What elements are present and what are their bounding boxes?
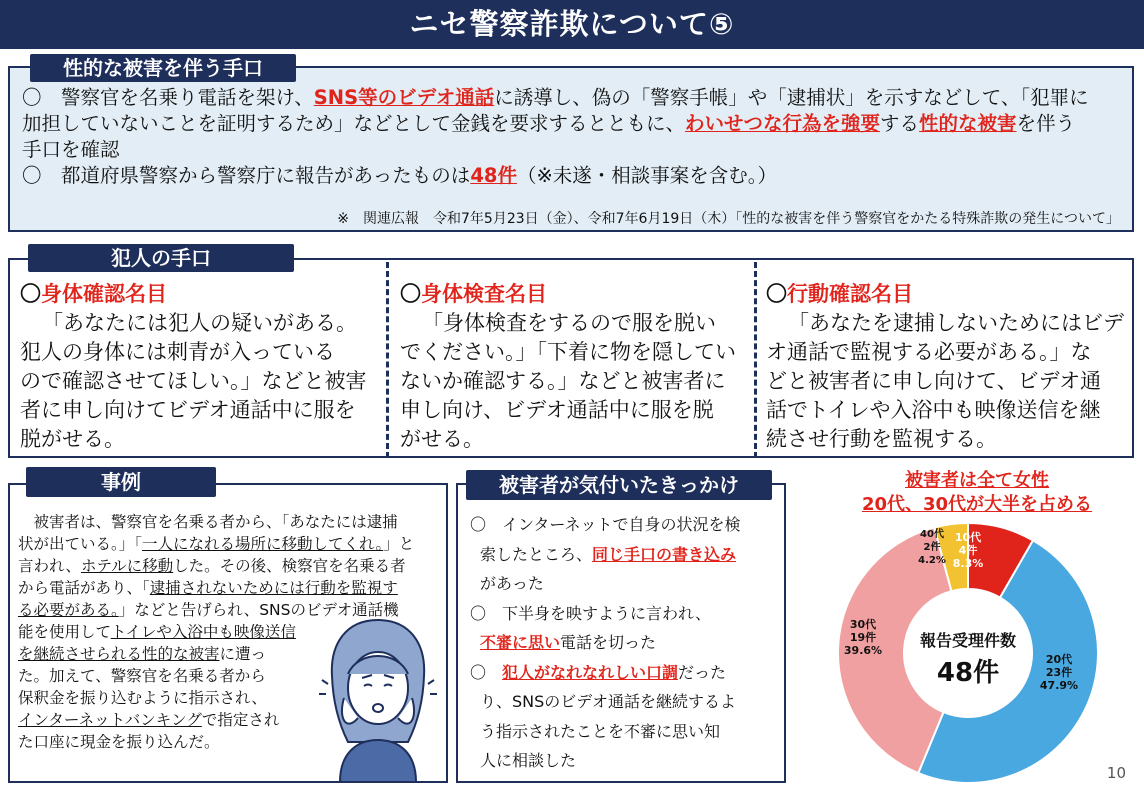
slice-count: 4件 bbox=[958, 544, 978, 557]
trigger-line bbox=[470, 540, 741, 570]
method-text: 脱がせる。 bbox=[20, 427, 125, 451]
worried-woman-illustration bbox=[318, 614, 438, 782]
related-publicity-note: ※ 関連広報 令和7年5月23日（金）、令和7年6月19日（木）「性的な被害を伴う警察官をかたる特殊詐欺の発生について」 bbox=[337, 211, 1120, 227]
trigger-line bbox=[470, 569, 741, 599]
slice-label: 30代 bbox=[849, 618, 877, 631]
body-text: 状が出ている。」「 bbox=[18, 535, 143, 553]
noticing-trigger-text bbox=[470, 510, 741, 776]
underlined-text: を継続させられる性的な被害 bbox=[18, 645, 220, 663]
underlined-text: る必要がある。 bbox=[18, 601, 119, 619]
section1-line2 bbox=[22, 111, 1075, 137]
body-text: から電話があり、「 bbox=[18, 579, 150, 597]
body-text: を伴う bbox=[1016, 112, 1076, 135]
trigger-line bbox=[470, 658, 741, 688]
body-text: 言われ、 bbox=[18, 557, 81, 575]
section1-line3 bbox=[22, 137, 120, 163]
slice-pct: 39.6% bbox=[843, 644, 883, 657]
body-text: 〇 警察官を名乗り電話を架け、 bbox=[22, 86, 314, 109]
trigger-line bbox=[470, 687, 741, 717]
slice-label-40s bbox=[910, 528, 954, 567]
body-text: た。加えて、警察官を名乗る者から bbox=[18, 667, 266, 685]
slice-count: 2件 bbox=[923, 542, 941, 553]
body-text: 索したところ、 bbox=[480, 544, 593, 564]
trigger-line bbox=[470, 746, 741, 776]
center-value: 48件 bbox=[936, 658, 1000, 688]
method-column-body-search bbox=[400, 280, 750, 454]
section1-line4 bbox=[22, 163, 777, 189]
trigger-line bbox=[470, 510, 741, 540]
body-text: があった bbox=[480, 574, 544, 593]
slice-pct: 8.3% bbox=[952, 557, 984, 570]
body-text: に遭っ bbox=[219, 645, 267, 663]
method-text: 犯人の身体には刺青が入っている bbox=[20, 340, 335, 364]
method-text: ないか確認する。」などと被害者に bbox=[400, 369, 726, 393]
case-line bbox=[18, 555, 414, 577]
underlined-text: ホテルに移動 bbox=[80, 557, 174, 575]
body-text: う指示されたことを不審に思い知 bbox=[480, 721, 721, 741]
section4-tag: 被害者が気付いたきっかけ bbox=[466, 470, 772, 500]
method-text: 続させ行動を監視する。 bbox=[766, 427, 997, 451]
body-text: た口座に現金を振り込んだ。 bbox=[18, 733, 220, 751]
column-divider bbox=[386, 262, 389, 458]
method-column-behavior-check bbox=[766, 280, 1130, 454]
chart-title: 被害者は全て女性 bbox=[905, 470, 1049, 491]
body-text: 」と bbox=[383, 535, 415, 553]
circle-mark: 〇 bbox=[400, 282, 421, 306]
sexual-damage-section bbox=[8, 66, 1134, 232]
slice-pct: 4.2% bbox=[918, 555, 946, 566]
body-text: 人に相談した bbox=[480, 751, 577, 770]
underlined-text: インターネットバンキング bbox=[18, 711, 202, 729]
slice-label-20s bbox=[1034, 653, 1084, 692]
highlight-text: わいせつな行為を強要 bbox=[685, 112, 881, 135]
body-text: 」などと告げられ、SNSのビデオ通話機 bbox=[118, 601, 399, 619]
method-text: 申し向け、ビデオ通話中に服を脱 bbox=[400, 398, 714, 422]
underlined-text: 一人になれる場所に移動してくれ。 bbox=[142, 535, 384, 553]
trigger-line bbox=[470, 599, 741, 629]
body-text: する bbox=[880, 112, 920, 135]
body-text: 能を使用して bbox=[18, 623, 111, 641]
underlined-text: トイレや入浴中も映像送信 bbox=[110, 623, 296, 641]
highlight-text: 犯人がなれなれしい口調 bbox=[502, 662, 679, 682]
method-text: ので確認させてほしい。」などと被害 bbox=[20, 369, 367, 393]
body-text: した。その後、検察官を名乗る者 bbox=[173, 557, 406, 575]
section3-tag: 事例 bbox=[26, 467, 216, 497]
highlight-text: 同じ手口の書き込み bbox=[592, 544, 737, 564]
method-text: 「あなたを逮捕しないためにはビデ bbox=[788, 311, 1124, 335]
highlight-text: 不審に思い bbox=[480, 633, 561, 652]
method-text: 「あなたには犯人の疑いがある。 bbox=[42, 311, 357, 335]
method-heading: 身体検査名目 bbox=[421, 282, 547, 306]
body-text: 手口を確認 bbox=[22, 138, 120, 161]
method-column-body-check bbox=[20, 280, 380, 454]
body-text: 〇 bbox=[470, 662, 503, 682]
slice-label: 20代 bbox=[1045, 653, 1073, 666]
slice-count: 23件 bbox=[1045, 666, 1073, 679]
underlined-text: 逮捕されないためには行動を監視す bbox=[149, 579, 398, 597]
column-divider bbox=[754, 262, 757, 458]
body-text: 〇 下半身を映すように言われ、 bbox=[470, 603, 711, 623]
body-text: で指定され bbox=[201, 711, 280, 729]
method-text: 者に申し向けてビデオ通話中に服を bbox=[20, 398, 356, 422]
highlight-text: 48件 bbox=[470, 164, 517, 187]
trigger-line bbox=[470, 628, 741, 658]
circle-mark: 〇 bbox=[20, 282, 41, 306]
method-text: どと被害者に申し向けて、ビデオ通 bbox=[766, 369, 1102, 393]
slice-count: 19件 bbox=[849, 631, 877, 644]
slice-label: 10代 bbox=[954, 531, 982, 544]
body-text: 〇 インターネットで自身の状況を検 bbox=[470, 515, 741, 534]
slice-label-30s bbox=[838, 618, 888, 657]
section2-tag: 犯人の手口 bbox=[28, 244, 294, 272]
chart-subtitle: 20代、30代が大半を占める bbox=[861, 494, 1093, 515]
method-heading: 身体確認名目 bbox=[41, 282, 167, 306]
page-number: 10 bbox=[1106, 764, 1126, 782]
case-line bbox=[18, 511, 414, 533]
slice-pct: 47.9% bbox=[1039, 679, 1079, 692]
section1-line1 bbox=[22, 85, 1089, 111]
body-text: 被害者は、警察官を名乗る者から、「あなたには逮捕 bbox=[18, 513, 398, 531]
body-text: だった bbox=[678, 662, 727, 682]
case-line bbox=[18, 577, 414, 599]
body-text: 〇 都道府県警察から警察庁に報告があったものは bbox=[22, 164, 471, 187]
highlight-text: 性的な被害 bbox=[919, 112, 1017, 135]
page-title: ニセ警察詐欺について⑤ bbox=[0, 0, 1144, 49]
highlight-text: SNS等のビデオ通話 bbox=[313, 86, 495, 109]
slice-label: 40代 bbox=[920, 529, 944, 540]
body-text: 電話を切った bbox=[560, 633, 657, 652]
body-text: に誘導し、偽の「警察手帳」や「逮捕状」を示すなどして、「犯罪に bbox=[494, 86, 1089, 109]
method-text: 「身体検査をするので服を脱い bbox=[422, 311, 716, 335]
section1-tag: 性的な被害を伴う手口 bbox=[30, 54, 296, 82]
method-text: でください。」「下着に物を隠してい bbox=[400, 340, 736, 364]
method-text: がせる。 bbox=[400, 427, 484, 451]
body-text: （※未遂・相談事案を含む。） bbox=[516, 164, 778, 187]
circle-mark: 〇 bbox=[766, 282, 787, 306]
case-line bbox=[18, 533, 414, 555]
center-label: 報告受理件数 bbox=[919, 631, 1016, 650]
body-text: 保釈金を振り込むように指示され、 bbox=[18, 689, 267, 707]
body-text: 加担していないことを証明するため」などとして金銭を要求するとともに、 bbox=[22, 112, 686, 135]
method-text: 話でトイレや入浴中も映像送信を継 bbox=[766, 398, 1101, 422]
method-text: オ通話で監視する必要がある。」な bbox=[766, 340, 1092, 364]
trigger-line bbox=[470, 717, 741, 747]
body-text: り、SNSのビデオ通話を継続するよ bbox=[480, 692, 736, 711]
method-heading: 行動確認名目 bbox=[787, 282, 913, 306]
